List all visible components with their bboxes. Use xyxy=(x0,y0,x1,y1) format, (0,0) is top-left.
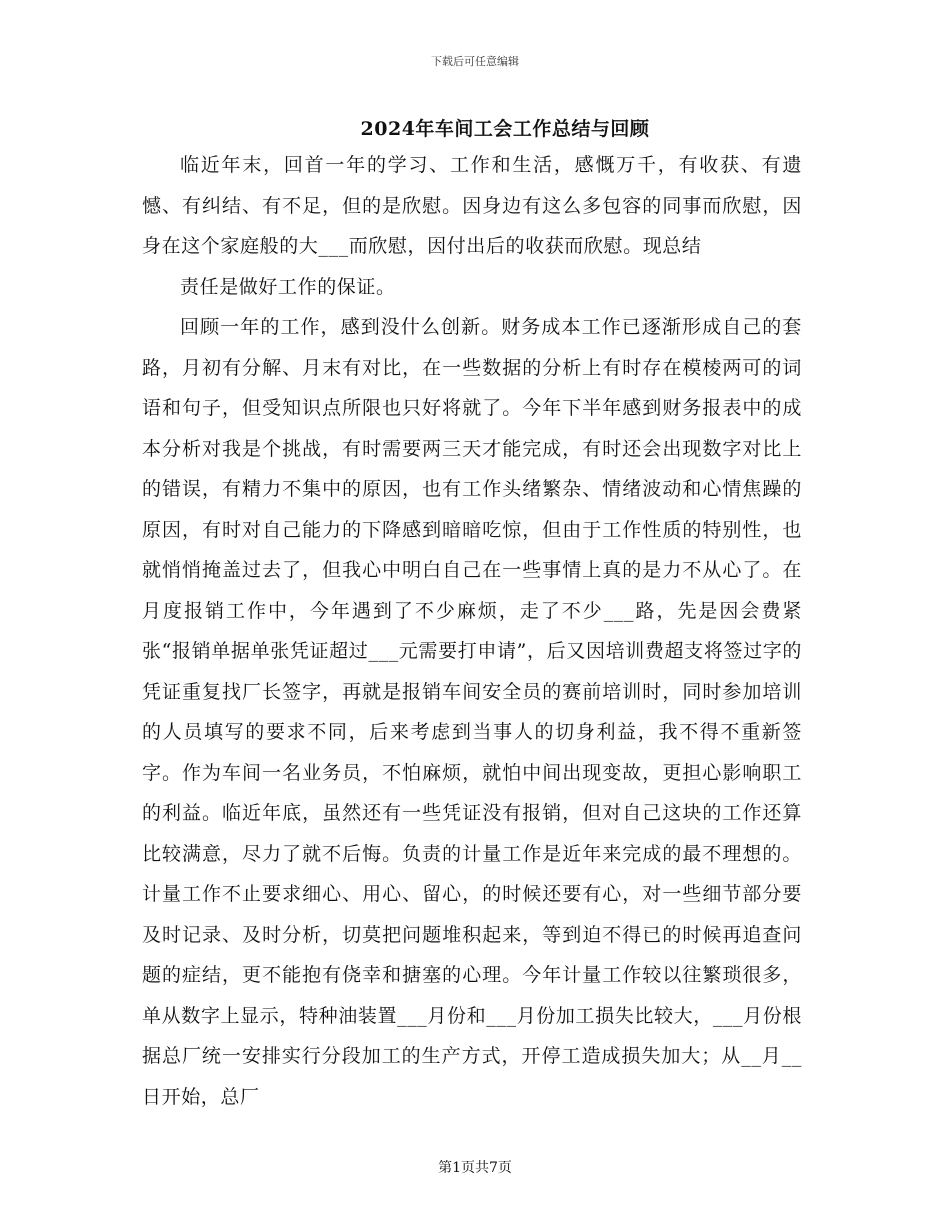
page-header-note: 下载后可任意编辑 xyxy=(431,55,519,68)
paragraph-intro: 临近年末，回首一年的学习、工作和生活，感慨万千，有收获、有遗憾、有纠结、有不足，但的是欣慰。因身边有这么多包容的同事而欣慰，因身在这个家庭般的大___而欣慰，因付出后的收获而欣慰。现总结 xyxy=(142,154,802,257)
page-number: 第1页共7页 xyxy=(438,1160,512,1176)
paragraph-review: 回顾一年的工作，感到没什么创新。财务成本工作已逐渐形成自己的套路，月初有分解、月末有对比，在一些数据的分析上有时存在模棱两可的词语和句子，但受知识点所限也只好将就了。今年下半年感到财务报表中的成本分析对我是个挑战，有时需要两三天才能完成，有时还会出现数字对比上的错误，有精力不集中的原因，也有工作头绪繁杂、情绪波动和心情焦躁的原因，有时对自己能力的下降感到暗暗吃惊，但由于工作性质的特别性，也就悄悄掩盖过去了，但我心中明白自己在一些事情上真的是力不从心了。在月度报销工作中，今年遇到了不少麻烦，走了不少___路，先是因会费紧张“报销单据单张凭证超过___元需要打申请”，后又因培训费超支将签过字的凭证重复找厂长签字，再就是报销车间安全员的赛前培训时，同时参加培训的人员填写的要求不同，后来考虑到当事人的切身利益，我不得不重新签字。作为车间一名业务员，不怕麻烦，就怕中间出现变故，更担心影响职工的利益。临近年底，虽然还有一些凭证没有报销，但对自己这块的工作还算比较满意，尽力了就不后悔。负责的计量工作是近年来完成的最不理想的。计量工作不止要求细心、用心、留心，的时候还要有心，对一些细节部分要及时记录、及时分析，切莫把问题堆积起来，等到迫不得已的时候再追查问题的症结，更不能抱有侥幸和搪塞的心理。今年计量工作较以往繁琐很多，单从数字上显示，特种油装置___月份和___月份加工损失比较大，___月份根据总厂统一安排实行分段加工的生产方式，开停工造成损失加大；从__月__日开始，总厂 xyxy=(142,316,802,1108)
document-body xyxy=(142,145,802,1117)
paragraph-responsibility: 责任是做好工作的保证。 xyxy=(180,275,396,298)
document-title: 2024年车间工会工作总结与回顾 xyxy=(360,118,650,140)
